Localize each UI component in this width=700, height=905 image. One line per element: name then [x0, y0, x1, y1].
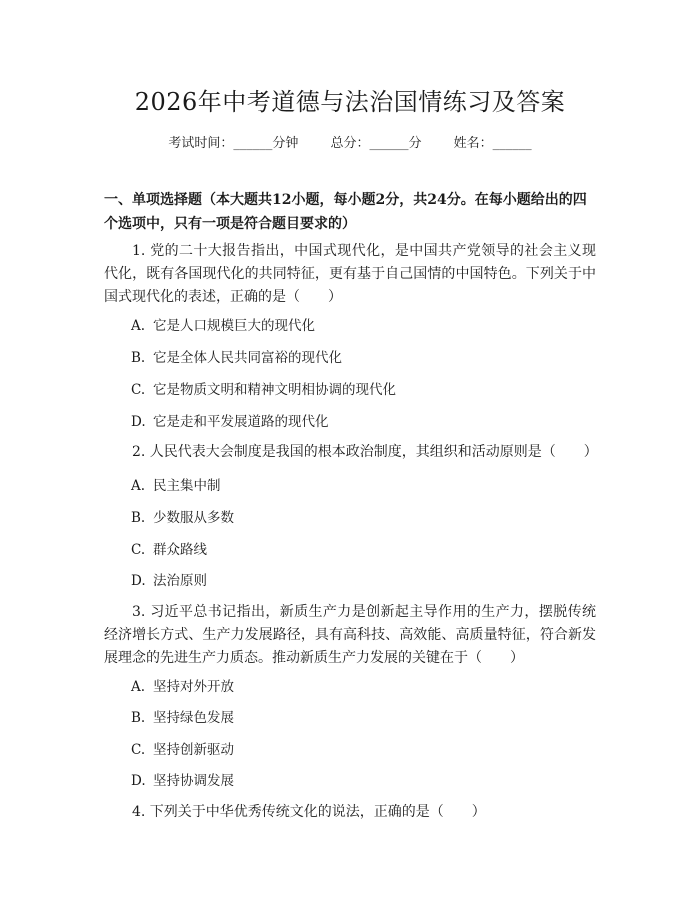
option-letter: A. — [131, 478, 146, 494]
question-3-option-d — [131, 771, 234, 791]
option-text: 它是全体人民共同富裕的现代化 — [153, 350, 342, 366]
question-2-stem: 2. 人民代表大会制度是我国的根本政治制度，其组织和活动原则是（ ） — [132, 444, 598, 460]
option-text: 坚持绿色发展 — [153, 710, 234, 726]
option-letter: C. — [131, 382, 146, 398]
option-letter: C. — [131, 742, 146, 758]
option-text: 民主集中制 — [153, 478, 221, 494]
exam-time-field: 考试时间：______分钟 — [168, 136, 299, 151]
question-3-option-b — [131, 708, 234, 728]
question-2-option-d — [131, 571, 207, 591]
exam-meta — [0, 132, 700, 151]
option-text: 坚持对外开放 — [153, 679, 234, 695]
option-text: 它是人口规模巨大的现代化 — [153, 318, 315, 334]
question-1-stem: 1. 党的二十大报告指出，中国式现代化，是中国共产党领导的社会主义现代化，既有各国现代化的共同特征，更有基于自己国情的中国特色。下列关于中国式现代化的表述，正确的是（ ） — [104, 243, 596, 305]
question-2-option-c — [131, 540, 207, 560]
option-letter: D. — [131, 573, 146, 589]
option-text: 少数服从多数 — [153, 510, 234, 526]
question-1-option-b — [131, 348, 342, 368]
student-name-field: 姓名：______ — [453, 136, 532, 151]
section-heading: 一、单项选择题（本大题共12小题，每小题2分，共24分。在每小题给出的四个选项中，只有一项是符合题目要求的） — [104, 192, 587, 232]
option-letter: B. — [131, 510, 146, 526]
question-1-option-c — [131, 380, 396, 400]
question-4-stem: 4. 下列关于中华优秀传统文化的说法，正确的是（ ） — [132, 804, 486, 820]
option-letter: A. — [131, 318, 146, 334]
option-text: 它是物质文明和精神文明相协调的现代化 — [153, 382, 396, 398]
total-score-field: 总分：______分 — [330, 136, 422, 151]
option-text: 法治原则 — [153, 573, 207, 589]
question-2-option-a — [131, 476, 221, 496]
page-title: 2026年中考道德与法治国情练习及答案 — [134, 88, 566, 116]
question-3-stem: 3. 习近平总书记指出，新质生产力是创新起主导作用的生产力，摆脱传统经济增长方式、生产力发展路径，具有高科技、高效能、高质量特征，符合新发展理念的先进生产力质态。推动新质生产力发展的关键在于（ ） — [104, 604, 596, 666]
option-text: 坚持协调发展 — [153, 773, 234, 789]
option-text: 它是走和平发展道路的现代化 — [153, 414, 329, 430]
option-letter: D. — [131, 773, 146, 789]
question-2-option-b — [131, 508, 234, 528]
option-text: 坚持创新驱动 — [153, 742, 234, 758]
question-3-option-c — [131, 740, 234, 760]
option-text: 群众路线 — [153, 542, 207, 558]
option-letter: A. — [131, 679, 146, 695]
option-letter: D. — [131, 414, 146, 430]
option-letter: C. — [131, 542, 146, 558]
option-letter: B. — [131, 350, 146, 366]
option-letter: B. — [131, 710, 146, 726]
question-1-option-a — [131, 316, 315, 336]
question-1-option-d — [131, 412, 329, 432]
question-3-option-a — [131, 677, 234, 697]
